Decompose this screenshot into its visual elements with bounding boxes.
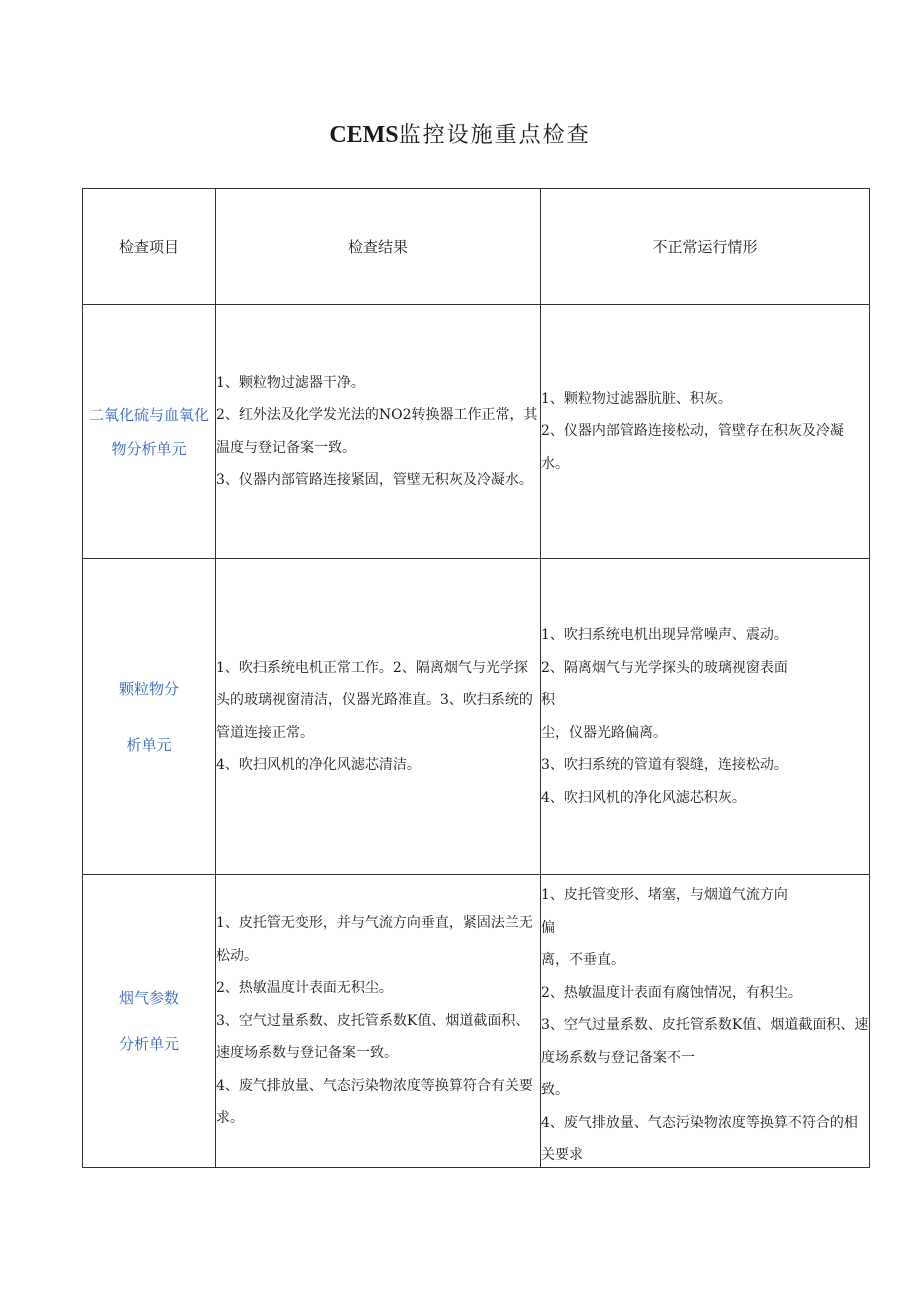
abnormal-item: 1、颗粒物过滤器肮脏、积灰。 xyxy=(541,390,732,407)
abnormal-item: 1、皮托管变形、堵塞，与烟道气流方向 xyxy=(541,887,788,903)
unit-cell xyxy=(83,559,216,875)
abnormal-item: 尘，仪器光路偏离。 xyxy=(541,724,667,741)
abnormal-cell xyxy=(541,305,870,559)
abnormal-item: 2、仪器内部管路连接松动，管壁存在积灰及冷凝水。 xyxy=(541,423,844,472)
unit-line: 析单元 xyxy=(126,735,172,754)
result-item: 1、吹扫系统电机正常工作。2、隔离烟气与光学探头的玻璃视窗清洁，仪器光路准直。3、吹扫系统的管道连接正常。 xyxy=(216,659,533,741)
unit-cell xyxy=(83,875,216,1168)
result-cell xyxy=(216,875,541,1168)
abnormal-cell xyxy=(541,559,870,875)
abnormal-clip xyxy=(541,875,869,1167)
header-item: 检查项目 xyxy=(83,189,216,305)
result-item: 4、废气排放量、气态污染物浓度等换算符合有关要求。 xyxy=(216,1077,533,1127)
result-item: 2、红外法及化学发光法的NO2转换器工作正常，其温度与登记备案一致。 xyxy=(216,407,538,456)
unit-line: 颗粒物分 xyxy=(118,679,179,698)
unit-line: 二氧化硫与血氧化 xyxy=(88,405,209,424)
result-item: 2、热敏温度计表面无积尘。 xyxy=(216,980,393,997)
page-title xyxy=(0,118,920,149)
abnormal-item: 致。 xyxy=(541,1082,569,1098)
unit-cell xyxy=(83,305,216,559)
header-result: 检查结果 xyxy=(216,189,541,305)
result-item: 3、空气过量系数、皮托管系数K值、烟道截面积、速度场系数与登记备案一致。 xyxy=(216,1012,530,1062)
abnormal-item: 4、吹扫风机的净化风滤芯积灰。 xyxy=(541,789,746,806)
table-row xyxy=(83,559,870,875)
result-cell xyxy=(216,305,541,559)
abnormal-item: 离，不垂直。 xyxy=(541,952,625,968)
abnormal-item: 3、空气过量系数、皮托管系数K值、烟道截面积、速度场系数与登记备案不一 xyxy=(541,1017,869,1066)
title-text: 监控设施重点检查 xyxy=(398,123,591,148)
result-cell xyxy=(216,559,541,875)
abnormal-item: 积 xyxy=(541,692,555,708)
abnormal-item: 1、吹扫系统电机出现异常噪声、震动。 xyxy=(541,627,788,643)
abnormal-item: 偏 xyxy=(541,919,555,936)
unit-line: 烟气参数 xyxy=(118,989,179,1007)
result-item: 4、吹扫风机的净化风滤芯清洁。 xyxy=(216,757,421,773)
unit-line: 物分析单元 xyxy=(111,439,187,458)
result-item: 1、颗粒物过滤器干净。 xyxy=(216,374,365,391)
abnormal-item: 4、废气排放量、气态污染物浓度等换算不符合的相关要求 xyxy=(541,1114,858,1163)
header-abnormal: 不正常运行情形 xyxy=(541,189,870,305)
abnormal-cell xyxy=(541,875,870,1168)
abnormal-item: 2、热敏温度计表面有腐蚀情况，有积尘。 xyxy=(541,984,802,1001)
table-row xyxy=(83,305,870,559)
header-row xyxy=(83,189,870,305)
abnormal-item: 2、隔离烟气与光学探头的玻璃视窗表面 xyxy=(541,659,788,676)
unit-line: 分析单元 xyxy=(118,1035,179,1053)
title-latin: CEMS xyxy=(329,122,399,148)
result-item: 3、仪器内部管路连接紧固，管壁无积灰及冷凝水。 xyxy=(216,472,533,488)
result-item: 1、皮托管无变形，并与气流方向垂直，紧固法兰无松动。 xyxy=(216,915,533,964)
abnormal-item: 3、吹扫系统的管道有裂缝，连接松动。 xyxy=(541,757,788,773)
table-row xyxy=(83,875,870,1168)
inspection-table xyxy=(82,188,870,1168)
